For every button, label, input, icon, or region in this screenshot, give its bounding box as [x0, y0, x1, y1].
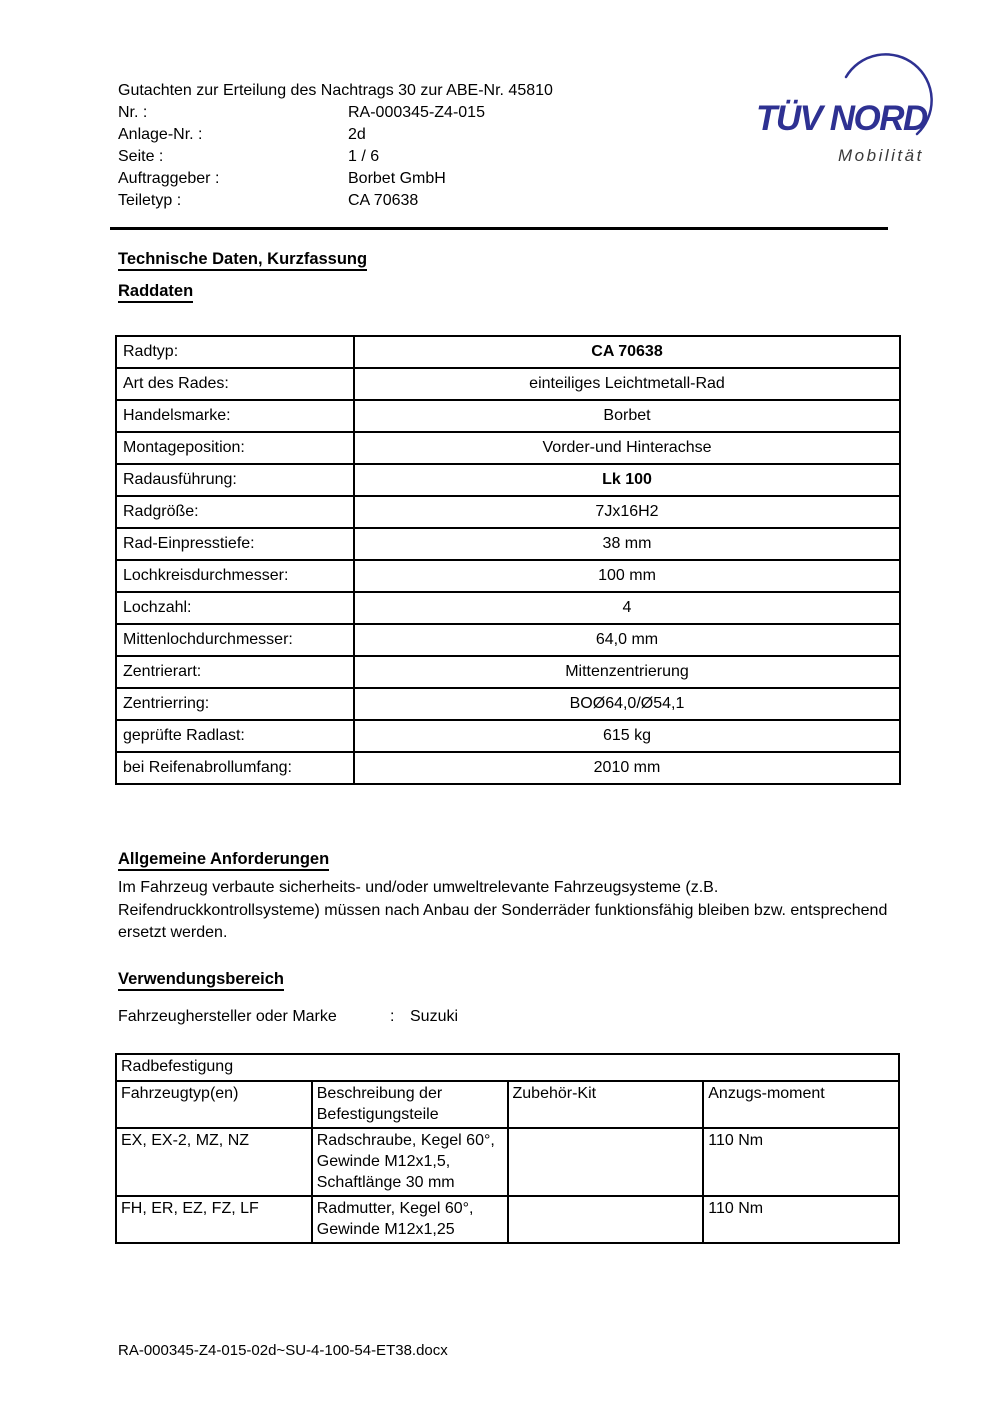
- table-row: [116, 336, 900, 368]
- row-label: Art des Rades:: [116, 368, 354, 400]
- table-row: [116, 592, 900, 624]
- section-heading-text: Allgemeine Anforderungen: [118, 850, 329, 871]
- column-header-fahrzeugtyp: Fahrzeugtyp(en): [116, 1081, 312, 1128]
- row-label: Zentrierart:: [116, 656, 354, 688]
- row-label: Lochzahl:: [116, 592, 354, 624]
- field-value-anlage: 2d: [348, 126, 366, 143]
- row-label: Montageposition:: [116, 432, 354, 464]
- field-label-anlage: Anlage-Nr. :: [118, 126, 203, 143]
- field-value-auftraggeber: Borbet GmbH: [348, 170, 446, 187]
- row-label: Radtyp:: [116, 336, 354, 368]
- row-value: 7Jx16H2: [354, 496, 900, 528]
- field-label-nr: Nr. :: [118, 104, 148, 121]
- cell-beschreibung: Radschraube, Kegel 60°, Gewinde M12x1,5, Schaftlänge 30 mm: [312, 1128, 508, 1196]
- row-value: 2010 mm: [354, 752, 900, 784]
- cell-fahrzeugtyp: FH, ER, EZ, FZ, LF: [116, 1196, 312, 1243]
- row-value: CA 70638: [354, 336, 900, 368]
- table-row: [116, 720, 900, 752]
- footer-filename: RA-000345-Z4-015-02d~SU-4-100-54-ET38.docx: [118, 1342, 448, 1359]
- header-field-row: [118, 146, 553, 168]
- table-row: [116, 496, 900, 528]
- header-divider: [110, 227, 888, 230]
- row-value: 615 kg: [354, 720, 900, 752]
- field-value-nr: RA-000345-Z4-015: [348, 104, 485, 121]
- row-label: Mittenlochdurchmesser:: [116, 624, 354, 656]
- row-value: 4: [354, 592, 900, 624]
- table-title: Radbefestigung: [116, 1054, 899, 1081]
- table-title-row: [116, 1054, 899, 1081]
- cell-anzugsmoment: 110 Nm: [703, 1196, 899, 1243]
- row-value: 100 mm: [354, 560, 900, 592]
- row-value: Lk 100: [354, 464, 900, 496]
- section-heading-raddaten: [118, 282, 193, 301]
- table-row: [116, 528, 900, 560]
- cell-fahrzeugtyp: EX, EX-2, MZ, NZ: [116, 1128, 312, 1196]
- section-heading-text: Verwendungsbereich: [118, 970, 284, 991]
- fahrzeughersteller-label: Fahrzeughersteller oder Marke: [118, 1008, 337, 1025]
- allgemeine-anforderungen-text: Im Fahrzeug verbaute sicherheits- und/oder umweltrelevante Fahrzeugsysteme (z.B. Reifendruckkontrollsysteme) müssen nach Anbau der Sonderräder funktionsfähig bleiben bzw. entsprechend ersetzt werden.: [118, 879, 888, 941]
- fahrzeughersteller-line: [118, 1008, 458, 1026]
- row-value: Mittenzentrierung: [354, 656, 900, 688]
- table-row: [116, 432, 900, 464]
- table-row: [116, 752, 900, 784]
- table-row: [116, 464, 900, 496]
- row-label: bei Reifenabrollumfang:: [116, 752, 354, 784]
- row-value: BOØ64,0/Ø54,1: [354, 688, 900, 720]
- fahrzeughersteller-value: Suzuki: [410, 1008, 459, 1025]
- field-value-seite: 1 / 6: [348, 148, 380, 165]
- header-title-row: [118, 80, 553, 102]
- table-header-row: [116, 1081, 899, 1128]
- cell-beschreibung: Radmutter, Kegel 60°, Gewinde M12x1,25: [312, 1196, 508, 1243]
- field-value-teiletyp: CA 70638: [348, 192, 419, 209]
- cell-zubehoer: [508, 1128, 704, 1196]
- table-row: [116, 400, 900, 432]
- document-title: Gutachten zur Erteilung des Nachtrags 30 zur ABE-Nr. 45810: [118, 82, 553, 99]
- row-value: 64,0 mm: [354, 624, 900, 656]
- cell-anzugsmoment: 110 Nm: [703, 1128, 899, 1196]
- table-row: [116, 1196, 899, 1243]
- row-value: einteiliges Leichtmetall-Rad: [354, 368, 900, 400]
- column-header-zubehoer-kit: Zubehör-Kit: [508, 1081, 704, 1128]
- row-label: Zentrierring:: [116, 688, 354, 720]
- field-label-auftraggeber: Auftraggeber :: [118, 170, 220, 187]
- section-heading-verwendungsbereich: [118, 970, 284, 989]
- header-field-row: [118, 190, 553, 212]
- row-label: Radausführung:: [116, 464, 354, 496]
- fahrzeughersteller-separator: :: [390, 1008, 395, 1025]
- raddaten-table: [115, 335, 901, 785]
- field-label-teiletyp: Teiletyp :: [118, 192, 182, 209]
- section-heading-technische-daten: [118, 250, 367, 269]
- radbefestigung-table: [115, 1053, 900, 1244]
- row-label: geprüfte Radlast:: [116, 720, 354, 752]
- row-value: 38 mm: [354, 528, 900, 560]
- column-header-beschreibung: Beschreibung der Befestigungsteile: [312, 1081, 508, 1128]
- section-heading-allgemeine-anforderungen: [118, 850, 329, 869]
- header-block: [118, 80, 553, 212]
- row-label: Rad-Einpresstiefe:: [116, 528, 354, 560]
- tuv-nord-logo: TÜV NORD: [756, 99, 927, 138]
- section-heading-text: Raddaten: [118, 282, 193, 303]
- table-row: [116, 368, 900, 400]
- table-row: [116, 624, 900, 656]
- row-value: Vorder-und Hinterachse: [354, 432, 900, 464]
- header-field-row: [118, 102, 553, 124]
- cell-zubehoer: [508, 1196, 704, 1243]
- header-field-row: [118, 168, 553, 190]
- header-field-row: [118, 124, 553, 146]
- table-row: [116, 1128, 899, 1196]
- row-value: Borbet: [354, 400, 900, 432]
- column-header-anzugsmoment: Anzugs-moment: [703, 1081, 899, 1128]
- table-row: [116, 656, 900, 688]
- row-label: Radgröße:: [116, 496, 354, 528]
- table-row: [116, 688, 900, 720]
- field-label-seite: Seite :: [118, 148, 164, 165]
- table-row: [116, 560, 900, 592]
- row-label: Lochkreisdurchmesser:: [116, 560, 354, 592]
- logo-subtitle: Mobilität: [838, 146, 924, 165]
- row-label: Handelsmarke:: [116, 400, 354, 432]
- section-heading-text: Technische Daten, Kurzfassung: [118, 250, 367, 271]
